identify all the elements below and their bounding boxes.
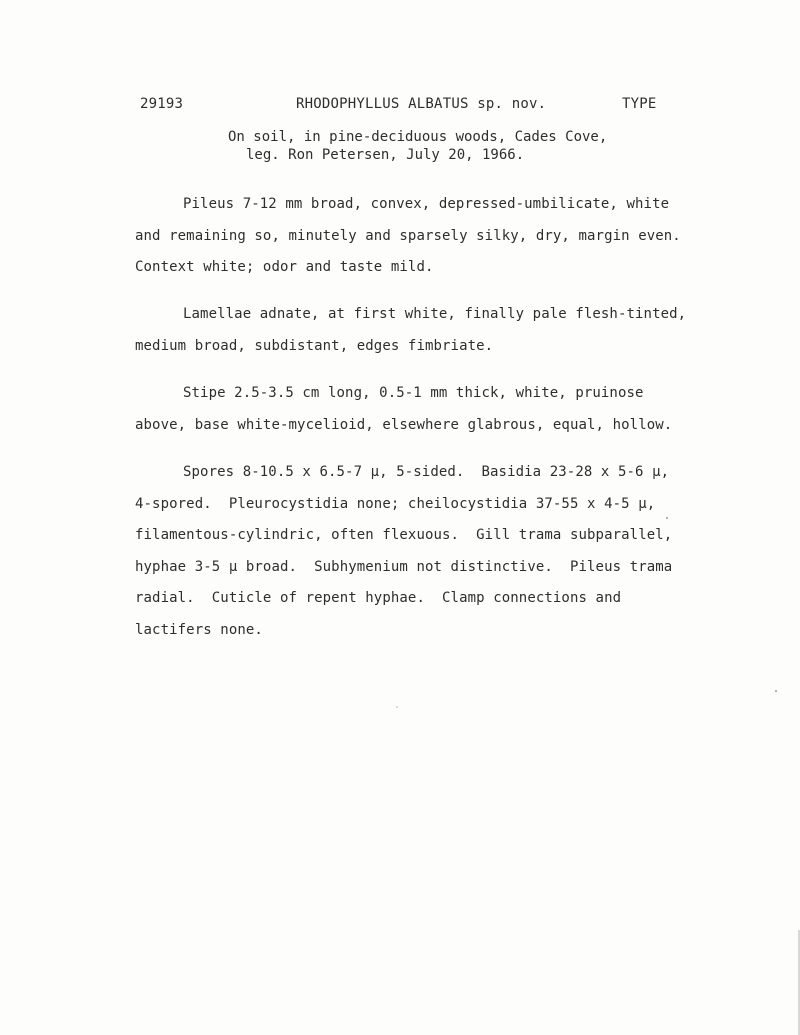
text-line: lactifers none. bbox=[135, 621, 263, 638]
collection-info bbox=[228, 128, 607, 164]
collection-line-2: leg. Ron Petersen, July 20, 1966. bbox=[246, 147, 525, 163]
text-line: and remaining so, minutely and sparsely silky, dry, margin even. bbox=[135, 227, 681, 244]
text-line: Lamellae adnate, at first white, finally pale flesh-tinted, bbox=[183, 306, 687, 322]
text-line: Context white; odor and taste mild. bbox=[135, 259, 434, 275]
text-line: above, base white-mycelioid, elsewhere glabrous, equal, hollow. bbox=[135, 416, 673, 433]
text-line: hyphae 3-5 μ broad. Subhymenium not distinctive. Pileus trama bbox=[135, 558, 673, 575]
text-line: Spores 8-10.5 x 6.5-7 μ, 5-sided. Basidia 23-28 x 5-6 μ, bbox=[183, 464, 670, 480]
spores-paragraph bbox=[135, 457, 735, 646]
text-line: Stipe 2.5-3.5 cm long, 0.5-1 mm thick, white, pruinose bbox=[183, 385, 644, 401]
document-header bbox=[0, 96, 800, 118]
text-line: 4-spored. Pleurocystidia none; cheilocystidia 37-55 x 4-5 μ, bbox=[135, 495, 656, 512]
ink-speck bbox=[775, 690, 777, 692]
lamellae-paragraph bbox=[135, 299, 735, 362]
collection-line-1: On soil, in pine-deciduous woods, Cades Cove, bbox=[228, 129, 608, 145]
text-line: medium broad, subdistant, edges fimbriate. bbox=[135, 337, 494, 354]
stipe-paragraph bbox=[135, 378, 735, 441]
text-line: Pileus 7-12 mm broad, convex, depressed-umbilicate, white bbox=[183, 196, 670, 212]
pileus-paragraph bbox=[135, 189, 735, 284]
species-title: RHODOPHYLLUS ALBATUS sp. nov. bbox=[296, 96, 547, 112]
accession-number: 29193 bbox=[140, 96, 184, 112]
ink-speck bbox=[666, 517, 668, 519]
text-line: radial. Cuticle of repent hyphae. Clamp connections and bbox=[135, 590, 622, 606]
ink-speck bbox=[396, 706, 398, 708]
type-label: TYPE bbox=[622, 96, 657, 112]
text-line: filamentous-cylindric, often flexuous. Gill trama subparallel, bbox=[135, 527, 673, 543]
